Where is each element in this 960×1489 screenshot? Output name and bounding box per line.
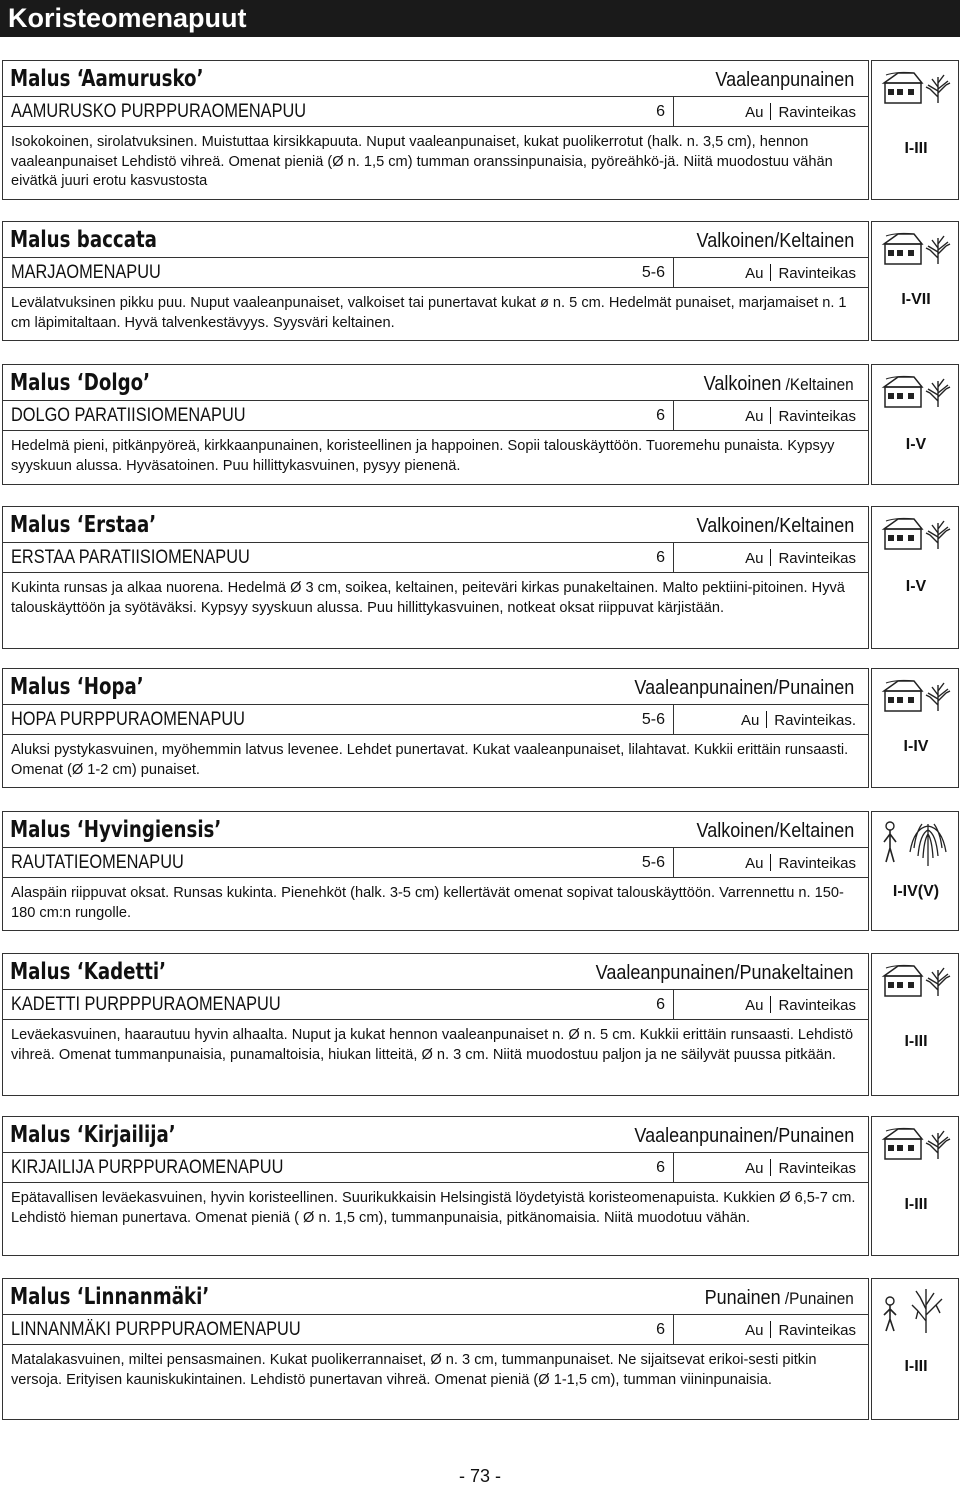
plant-entry	[0, 953, 960, 1096]
divider	[766, 711, 767, 728]
flower-color-main: Vaaleanpunainen	[715, 69, 854, 91]
plant-entry	[0, 364, 960, 485]
hardiness-zone: I-V	[905, 436, 927, 453]
entry-title-row	[3, 507, 868, 542]
common-name: KIRJAILIJA PURPPURAOMENAPUU	[11, 1157, 284, 1178]
common-name: DOLGO PARATIISIOMENAPUU	[11, 405, 246, 426]
entry-title-row	[3, 669, 868, 704]
plant-entry	[0, 668, 960, 788]
divider	[673, 258, 674, 288]
common-name: KADETTI PURPPPURAOMENAPUU	[11, 994, 281, 1015]
entry-title-row	[3, 1117, 868, 1152]
description: Kukinta runsas ja alkaa nuorena. Hedelmä Ø 3 cm, soikea, keltainen, peiteväri kirkas punakeltainen. Malto pektiini-pitoinen. Hyvä talouskäyttöön ja syötäväksi. Kypsyy syyskuun alussa. Puu hillittykasvuinen, notkeat oksat riippuvat kärjistään.	[11, 580, 845, 616]
description: Hedelmä pieni, pitkänpyöreä, kirkkaanpunainen, koristeellinen ja happoinen. Sopii talouskäyttöön. Tuoremehu punaista. Kypsyy syyskuun alussa. Hyväsatoinen. Puu hillittykasvuinen, pysyy pienenä.	[11, 438, 835, 474]
entry-info-row	[3, 989, 868, 1020]
entry-side-box	[871, 953, 959, 1096]
entry-info-row	[3, 704, 868, 735]
common-name: MARJAOMENAPUU	[11, 262, 161, 283]
flower-color	[696, 512, 854, 541]
growth-icon	[878, 1285, 954, 1340]
entry-side-box	[871, 506, 959, 649]
flower-color	[596, 959, 854, 988]
usage-type: Au	[745, 1160, 764, 1177]
entry-title-row	[3, 954, 868, 989]
zone-number: 6	[656, 1159, 665, 1176]
divider	[673, 1315, 674, 1345]
entry-info-row	[3, 96, 868, 127]
zone-number: 6	[656, 1321, 665, 1338]
usage	[745, 995, 856, 1017]
description: Matalakasvuinen, miltei pensasmainen. Kukat puolikerrannaiset, Ø n. 3 cm, tummanpunaiset. Ne sijaitsevat erikoi-sesti pitkin versoja. Erityisen kauniskukintainen. Lehdistö punertavan vihreä. Omenat pieniä (Ø 1-1,5 cm), tumman viininpunaisia.	[11, 1352, 817, 1388]
zone-number: 6	[656, 103, 665, 120]
divider	[770, 103, 771, 120]
entry-side-box	[871, 1116, 959, 1256]
usage-type: Au	[745, 855, 764, 872]
growth-icon	[878, 371, 954, 416]
scientific-name: Malus ‘Kadetti’	[10, 959, 167, 985]
common-name: ERSTAA PARATIISIOMENAPUU	[11, 547, 250, 568]
scientific-name: Malus ‘Linnanmäki’	[10, 1284, 210, 1310]
page-number: - 73 -	[458, 1466, 501, 1486]
house-tree-icon	[878, 1123, 954, 1163]
usage	[745, 853, 856, 875]
soil-type: Ravinteikas	[778, 855, 856, 872]
flower-color	[634, 674, 854, 703]
entry-info-row	[3, 1152, 868, 1183]
hardiness-zone: I-IV(V)	[892, 883, 940, 900]
usage	[745, 102, 856, 124]
flower-color	[705, 1284, 854, 1313]
soil-type: Ravinteikas	[778, 997, 856, 1014]
entry-main-box	[2, 364, 869, 485]
flower-color-main: Vaaleanpunainen/Punakeltainen	[596, 962, 854, 984]
usage-type: Au	[745, 408, 764, 425]
hardiness-zone: I-III	[904, 1358, 928, 1375]
page-title: Koristeomenapuut	[0, 0, 960, 37]
entry-title-row	[3, 222, 868, 257]
hardiness-zone: I-V	[905, 578, 927, 595]
scientific-name: Malus ‘Hopa’	[10, 674, 144, 700]
growth-icon	[878, 818, 954, 873]
hardiness-zone: I-III	[904, 1196, 928, 1213]
flower-color-sub: /Keltainen	[781, 375, 854, 394]
plant-entry	[0, 1278, 960, 1420]
house-tree-icon	[878, 371, 954, 411]
common-name: HOPA PURPPURAOMENAPUU	[11, 709, 245, 730]
soil-type: Ravinteikas	[778, 1160, 856, 1177]
person-weeping-tree-icon	[878, 818, 954, 868]
house-tree-icon	[878, 960, 954, 1000]
entry-main-box	[2, 953, 869, 1096]
entry-info-row	[3, 542, 868, 573]
hardiness-zone: I-VII	[901, 291, 931, 308]
hardiness-zone: I-III	[904, 1033, 928, 1050]
soil-type: Ravinteikas	[778, 408, 856, 425]
entry-title-row	[3, 1279, 868, 1314]
description: Leväekasvuinen, haarautuu hyvin alhaalta. Nuput ja kukat hennon vaaleanpunaiset n. Ø n. 5 cm. Kukkii erittäin runsaasti. Lehdistö vihreä. Omenat tummanpunaisia, punamaltoisia, hiukan litteitä, Ø n. 3 cm. Niitä muodostuu paljon ja ne säilyvät puussa pitkään.	[11, 1027, 854, 1063]
flower-color	[696, 227, 854, 256]
plant-entry	[0, 811, 960, 931]
divider	[673, 848, 674, 878]
description: Isokokoinen, sirolatvuksinen. Muistuttaa kirsikkapuuta. Nuput vaaleanpunaiset, kukat puolikerrotut (halk. n. 3,5 cm), hennon vaaleanpunaiset Lehdistö vihreä. Omenat pieniä (Ø n. 1,5 cm) tumman oranssinpunaisia, pyöreähkö-jä. Niitä muodostuu vähän eivätkä juuri erotu kasvustosta	[11, 134, 833, 189]
divider	[673, 97, 674, 127]
divider	[770, 407, 771, 424]
hardiness-zone: I-IV	[903, 738, 929, 755]
divider	[673, 543, 674, 573]
entry-side-box	[871, 221, 959, 341]
flower-color-main: Punainen	[704, 1287, 781, 1309]
zone-number: 5-6	[641, 264, 665, 281]
flower-color	[715, 66, 854, 95]
scientific-name: Malus baccata	[10, 227, 157, 253]
divider	[770, 1159, 771, 1176]
plant-entry	[0, 506, 960, 649]
entry-main-box	[2, 1278, 869, 1420]
divider	[770, 549, 771, 566]
zone-number: 6	[656, 549, 665, 566]
zone-number: 6	[656, 407, 665, 424]
flower-color-main: Vaaleanpunainen/Punainen	[634, 677, 854, 699]
growth-icon	[878, 228, 954, 273]
zone-number: 5-6	[641, 711, 665, 728]
usage	[745, 406, 856, 428]
entry-side-box	[871, 668, 959, 788]
flower-color-main: Vaaleanpunainen/Punainen	[634, 1125, 854, 1147]
entry-title-row	[3, 812, 868, 847]
entry-main-box	[2, 1116, 869, 1256]
usage-type: Au	[745, 1322, 764, 1339]
divider	[673, 1153, 674, 1183]
usage-type: Au	[745, 997, 764, 1014]
common-name: LINNANMÄKI PURPPURAOMENAPUU	[11, 1319, 301, 1340]
soil-type: Ravinteikas	[778, 550, 856, 567]
flower-color	[704, 370, 854, 399]
usage-type: Au	[745, 550, 764, 567]
flower-color-main: Valkoinen	[703, 373, 782, 395]
soil-type: Ravinteikas	[778, 1322, 856, 1339]
usage-type: Au	[740, 712, 760, 729]
entry-main-box	[2, 506, 869, 649]
flower-color-main: Valkoinen/Keltainen	[696, 230, 854, 252]
scientific-name: Malus ‘Hyvingiensis’	[10, 817, 222, 843]
growth-icon	[878, 513, 954, 558]
flower-color-sub: /Punainen	[780, 1289, 854, 1308]
growth-icon	[878, 1123, 954, 1168]
entry-title-row	[3, 61, 868, 96]
soil-type: Ravinteikas	[778, 104, 856, 121]
usage-type: Au	[745, 104, 764, 121]
entry-side-box	[871, 60, 959, 200]
scientific-name: Malus ‘Erstaa’	[10, 512, 157, 538]
usage	[745, 263, 856, 285]
common-name: AAMURUSKO PURPPURAOMENAPUU	[11, 101, 307, 122]
usage-type: Au	[745, 265, 764, 282]
hardiness-zone: I-III	[904, 140, 928, 157]
house-tree-icon	[878, 67, 954, 107]
entry-info-row	[3, 1314, 868, 1345]
entry-info-row	[3, 257, 868, 288]
entry-side-box	[871, 364, 959, 485]
soil-type: Ravinteikas.	[774, 712, 856, 729]
house-tree-icon	[878, 675, 954, 715]
description: Epätavallisen leväekasvuinen, hyvin koristeellinen. Suurikukkaisin Helsingistä löydetyistä koristeomenapuista. Kukkien Ø 6,5-7 cm. Lehdistö hieman punertava. Omenat pieniä ( Ø n. 1,5 cm), tummanpunaisia, pitkänomaisia. Niitä muodotuu vähän.	[11, 1190, 856, 1226]
growth-icon	[878, 960, 954, 1005]
person-tree-icon	[878, 1285, 954, 1335]
usage	[745, 1320, 856, 1342]
entry-side-box	[871, 811, 959, 931]
entry-title-row	[3, 365, 868, 400]
description: Alaspäin riippuvat oksat. Runsas kukinta. Pienehköt (halk. 3-5 cm) kellertävät omenat sopivat talouskäyttöön. Varrennettu n. 150-180 cm:n rungolle.	[11, 885, 844, 921]
entry-side-box	[871, 1278, 959, 1420]
divider	[673, 990, 674, 1020]
divider	[770, 264, 771, 281]
divider	[673, 401, 674, 431]
entry-main-box	[2, 811, 869, 931]
description: Levälatvuksinen pikku puu. Nuput vaaleanpunaiset, valkoiset tai punertavat kukat ø n. 5 cm. Hedelmät punaiset, marjamaiset n. 1 cm läpimitaltaan. Hyvä talvenkestävyys. Syysväri keltainen.	[11, 295, 847, 331]
house-tree-icon	[878, 513, 954, 553]
entry-info-row	[3, 847, 868, 878]
zone-number: 6	[656, 996, 665, 1013]
description: Aluksi pystykasvuinen, myöhemmin latvus levenee. Lehdet punertavat. Kukat vaaleanpunaiset, lilahtavat. Kukkii erittäin runsaasti. Omenat (Ø 1-2 cm) punaiset.	[11, 742, 849, 778]
usage	[745, 1158, 856, 1180]
growth-icon	[878, 67, 954, 112]
plant-entry	[0, 221, 960, 341]
soil-type: Ravinteikas	[778, 265, 856, 282]
scientific-name: Malus ‘Aamurusko’	[10, 66, 204, 92]
entry-main-box	[2, 60, 869, 200]
scientific-name: Malus ‘Kirjailija’	[10, 1122, 176, 1148]
flower-color-main: Valkoinen/Keltainen	[696, 820, 854, 842]
usage	[741, 710, 856, 732]
growth-icon	[878, 675, 954, 720]
usage	[745, 548, 856, 570]
divider	[673, 705, 674, 735]
plant-entry	[0, 60, 960, 200]
entry-info-row	[3, 400, 868, 431]
entry-main-box	[2, 668, 869, 788]
divider	[770, 854, 771, 871]
flower-color	[696, 817, 854, 846]
zone-number: 5-6	[641, 854, 665, 871]
flower-color-main: Valkoinen/Keltainen	[696, 515, 854, 537]
scientific-name: Malus ‘Dolgo’	[10, 370, 151, 396]
plant-entry	[0, 1116, 960, 1256]
divider	[770, 1321, 771, 1338]
common-name: RAUTATIEOMENAPUU	[11, 852, 184, 873]
house-tree-icon	[878, 228, 954, 268]
divider	[770, 996, 771, 1013]
entry-main-box	[2, 221, 869, 341]
flower-color	[634, 1122, 854, 1151]
